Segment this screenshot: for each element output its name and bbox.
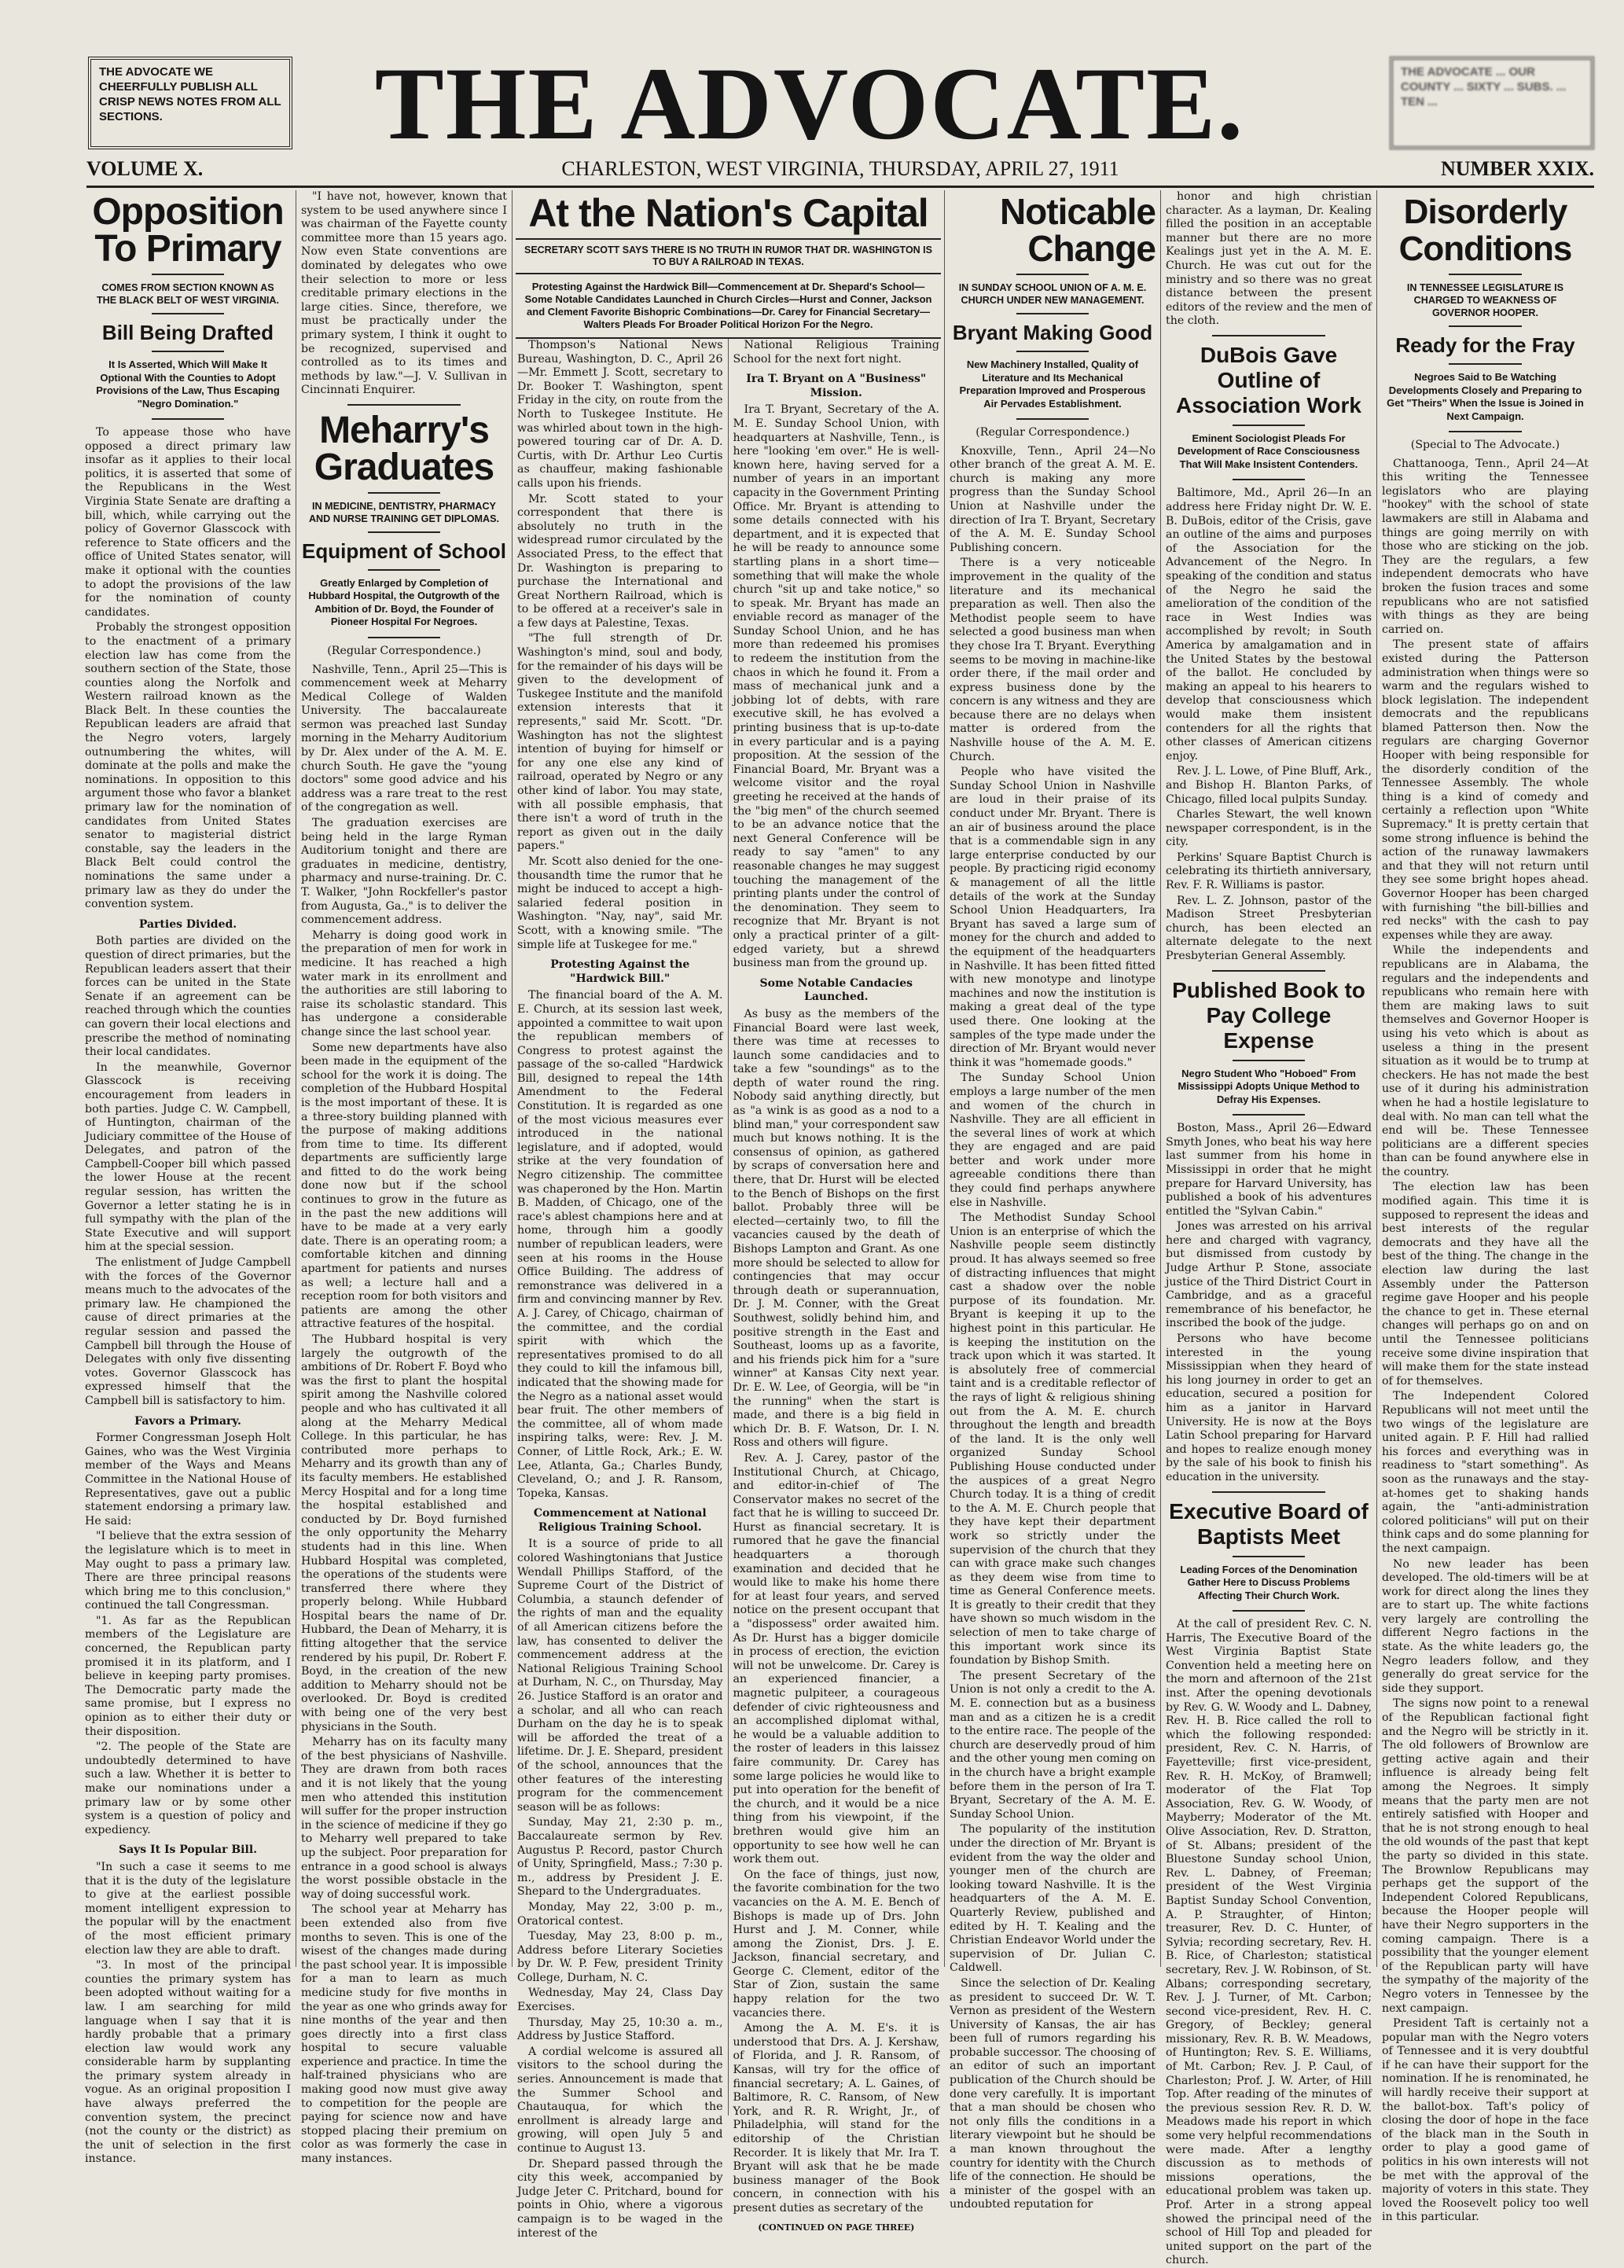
article-paragraph: The popularity of the institution under the direction of Mr. Bryant is evident from the way the older and younger men of the church are looking toward Nashville. It is the headquarters of the A. M. E. Quarterly Review, published and edited by H. T. Kealing and the Christian Endeavor World under the supervision of Dr. Julian C. Caldwell.	[950, 1823, 1156, 1975]
article-paragraph: Mr. Scott stated to your correspondent that there is absolutely no truth in the widespread rumor circulated by the Associated Press, to the effect that Dr. Washington is preparing to purchase the International and Great Northern Railroad, which is to be offered at a receiver's sale in a few days at Palestine, Texas.	[517, 492, 723, 630]
divider	[152, 313, 224, 314]
article-paragraph: The signs now point to a renewal of the Republican factional fight and the Negro will be strictly in it. The old followers of Brownlow are getting active again and their influence is already being felt among the Negroes. It simply means that the party men are not entirely satisfied with Hooper and that he is not strong enough to heal the old wounds of the past that kept the party so divided in this state. The Brownlow Republicans may perhaps get the support of the Independent Colored Republicans, because the Hooper people will have their Negro supporters in the coming campaign. There is a possibility that the younger element of the Republican party will have the sympathy of the majority of the Negro voters in Tennessee by the next campaign.	[1382, 1697, 1589, 2015]
article-paragraph: Jones was arrested on his arrival here and charged with vagrancy, but dismissed from custody by Judge Arthur P. Stone, associate justice of the Third District Court in Cambridge, and as a graceful remembrance of his benefactor, he inscribed the book of the judge.	[1166, 1220, 1372, 1330]
article-paragraph: At the call of president Rev. C. N. Harris, The Executive Board of the West Virginia Baptist State Convention held a meeting here on the morn and afternoon of the 21st inst. After the opening devotionals by Rev. G. W. Woody and L. Dabney, Rev. H. B. Rice called the roll to which the following responded: president, Rev. C. N. Harris, of Fayetteville; first vice-president, Rev. R. H. McKoy, of Bramwell; moderator of the Flat Top Association, Rev. G. W. Woody, of Mayberry; Moderator of the Mt. Olive Association, Rev. D. Stratton, of St. Albans; president of the Bluestone Sunday school Union, Rev. L. Dabney, of Freeman; president of the West Virginia Baptist Sunday School Convention, A. P. Straughter, of Hinton; treasurer, Rev. D. C. Hunter, of Sylvia; recording secretary, Rev. H. B. Rice, of Charleston; statistical secretary, Rev. J. W. Robinson, of St. Albans; corresponding secretary, Rev. J. J. Turner, of Mt. Carbon; second vice-president, Rev. H. C. Gregory, of Beckley; general missionary, Rev. R. B. W. Meadows, of Huntington; Rev. S. E. Williams, of Mt. Carbon; Rev. J. P. Caul, of Charleston; Prof. J. W. Arter, of Hill Top. After reading of the minutes of the previous session Rev. R. D. W. Meadows made his report in which some very helpful recommendations were made. After a lengthy discussion as to methods of missions operations, the educational problem was taken up. Prof. Arter in a strong appeal showed the principal need of the school of Hill Top and pleaded for united support on the part of the church.	[1166, 1618, 1372, 2267]
divider	[1016, 313, 1089, 314]
article-paragraph: The financial board of the A. M. E. Church, at its session last week, appointed a committee to wait upon the republican members of Congress to protest against the passage of the so-called "Hardwick Bill, designed to repeal the 14th Amendment to the Federal Constitution. It is regarded as one of the most vicious measures ever introduced in the national legislature, and if adopted, would strike at the very foundation of Negro citizenship. The committee was chaperoned by the Hon. Martin B. Madden, of Chicago, one of the race's ablest champions here and at home, through him a goodly number of republican leaders, were seen at his rooms in the House Office Building. The address of remonstrance was delivered in a firm and convincing manner by Rev. A. J. Carey, of Chicago, chairman of the committee, and the cordial spirit with which the representatives promised to do all they could to kill the infamous bill, indicated that the showing made for the Negro as a national asset would bear fruit. The other members of the committee, all of whom made inspiring talks, were: Rev. J. M. Conner, of Little Rock, Ark.; E. W. Lee, Atlanta, Ga.; Charles Bundy, Cleveland, O.; and J. R. Ransom, Topeka, Kansas.	[517, 989, 723, 1500]
secondary-headline: Bill Being Drafted	[101, 321, 274, 344]
issue-number: NUMBER XXIX.	[1441, 157, 1594, 180]
deck: New Machinery Installed, Quality of Literature and Its Mechanical Preparation Improved and Prosperous Air Pervades Establishment.	[959, 358, 1146, 410]
right-ear-box	[1390, 57, 1594, 149]
divider	[1233, 1114, 1305, 1116]
paragraph-heading: Commencement at National Religious Training School.	[533, 1507, 707, 1534]
volume-number: VOLUME X.	[86, 157, 204, 180]
article-paragraph: The present state of affairs existed during the Patterson administration when things were so warm and the regulars wished to block legislation. The independent democrats and the republicans blamed Patterson then. Now the regulars are charging Governor Hooper with being responsible for the disorderly condition of the Tennessee Assembly. The whole thing is a kind of comedy and certainly a reflection upon "White Supremacy." It is pretty certain that some strong influence is behind the action of the runaway lawmakers and that they will not return until they see some bright hopes ahead. Governor Hooper has been charged with furnishing "the bill-billies and red necks" with the cash to pay expenses while they are away.	[1382, 638, 1589, 942]
article-paragraph: Probably the strongest opposition to the enactment of a primary election law has come from the southern section of the State, those counties along the Norfolk and Western railroad known as the Black Belt. In these counties the Republican leaders are afraid that the Negro voters, largely outnumbering the whites, will dominate at the polls and make the nominations. In opposition to this argument those who favor a blanket primary law for the nomination of candidates from United States senator to magisterial district constable, say the leaders in the Black Belt could control the nominations the same under a primary law as they do under the convention system.	[85, 621, 291, 911]
divider	[368, 531, 440, 533]
headline-disorderly-conditions: Disorderly Conditions	[1398, 193, 1572, 268]
divider	[1233, 425, 1305, 426]
article-paragraph: Persons who have become interested in the young Mississippian when they heard of his long journey in order to get an education, secured a position for him as a janitor in Harvard University. He is now at the Boys Latin School preparing for Harvard and hopes to realize enough money by the sale of his book to finish his education in the university.	[1166, 1332, 1372, 1483]
headline-opposition-to-primary: Opposition To Primary	[92, 191, 284, 270]
headline-dubois: DuBois Gave Outline of Association Work	[1176, 342, 1361, 417]
article-paragraph: Monday, May 22, 3:00 p. m., Oratorical contest.	[517, 1900, 723, 1928]
subhead: COMES FROM SECTION KNOWN AS THE BLACK BELT OF WEST VIRGINIA.	[96, 282, 280, 306]
deck: It Is Asserted, Which Will Make It Optional With the Counties to Adopt Provisions of the Law, Thus Escaping "Negro Domination."	[96, 358, 280, 410]
article-paragraph: Thompson's National News Bureau, Washington, D. C., April 26—Mr. Emmett J. Scott, secretary to Dr. Booker T. Washington, spent Friday in the city, on route from the North to Tuskegee Institute. He was whirled about town in the high-powered touring car of Dr. A. D. Curtis, with Dr. Arthur Leo Curtis as chauffeur, making fashionable calls upon his friends.	[517, 339, 723, 490]
divider	[1449, 431, 1521, 432]
article-paragraph: Rev. J. L. Lowe, of Pine Bluff, Ark., and Bishop H. Blanton Parks, of Chicago, filled local pulpits Sunday.	[1166, 765, 1372, 806]
article-paragraph: On the face of things, just now, the favorite combination for the two vacancies on the A. M. E. Bench of Bishops is made up of Drs. John Hurst and J. M. Conner, while among the Zionist, Drs. J. E. Jackson, financial secretary, and George C. Clement, editor of the Star of Zion, sustain the same happy relation for the two vacancies there.	[733, 1868, 939, 2020]
banner-strip: SECRETARY SCOTT SAYS THERE IS NO TRUTH IN RUMOR THAT DR. WASHINGTON IS TO BUY A RAILROAD IN TEXAS.	[516, 238, 941, 274]
article-paragraph: "3. In most of the principal counties the primary system has been adopted without waiting for a law. I am searching for mild language when I say that it is hardly probable that a primary election law would work any considerable harm by supplanting the primary system already in vogue. As an original proposition I have always preferred the convention system, the precinct (not the county or the district) as the unit of selection in the first instance.	[85, 1959, 291, 2166]
article-paragraph: The graduation exercises are being held in the large Ryman Auditorium tonight and there are graduates in medicine, dentistry, pharmacy and nurse-training. Dr. C. T. Walker, "John Rockfeller's pastor from Augusta, Ga.," is to deliver the commencement address.	[301, 817, 507, 927]
article-paragraph: President Taft is certainly not a popular man with the Negro voters of Tennessee and it is very doubtful if he can have their support for the nomination. If he is renominated, he will hardly receive their support at the ballot-box. Taft's policy of closing the door of hope in the face of the black man in the South in order to play a good game of politics in his own interests will not be met with the approval of the majority of voters in this state. They loved the Roosevelt policy too well in this particular.	[1382, 2017, 1589, 2224]
article-paragraph: Perkins' Square Baptist Church is celebrating its thirtieth anniversary, Rev. F. R. Williams is pastor.	[1166, 851, 1372, 892]
divider	[1233, 1610, 1305, 1612]
article-paragraph: Chattanooga, Tenn., April 24—At this writing the Tennessee legislators who are playing "hookey" with the school of state lawmakers are still in Alabama and things are going merrily on with those who are sticking on the job. They are the regulars, a few independent democrats who have broken the fusion traces and some republicans who are not satisfied with things as they are being carried on.	[1382, 457, 1589, 636]
article-paragraph: In the meanwhile, Governor Glasscock is receiving encouragement from leaders in both parties. Judge C. W. Campbell, of Huntington, chairman of the Judiciary committee of the House of Delegates, and patron of the Campbell-Cooper bill which passed the lower House at the recent regular session, has written the Governor a letter stating he is in full sympathy with the plan of the State Executive and will support him at the special session.	[85, 1060, 291, 1254]
article-paragraph: The Sunday School Union employs a large number of the men and women of the church in Nashville. They are all efficient in the several lines of work at which they are engaged and are paid better and work under more agreeable conditions there than they could find perhaps anywhere else in Nashville.	[950, 1072, 1156, 1209]
article-paragraph: Boston, Mass., April 26—Edward Smyth Jones, who beat his way here last summer from his home in Mississippi in order that he might prepare for Harvard University, has published a book of his adventures entitled the "Sylvan Cabin."	[1166, 1122, 1372, 1218]
article-paragraph: The present Secretary of the Union is not only a credit to the A. M. E. connection but as a business man and as a citizen he is a credit to the entire race. The people of the church are deservedly proud of him and the other young men coming on in the church have a bright example before them in the person of Ira T. Bryant, Secretary of the A. M. E. Sunday School Union.	[950, 1669, 1156, 1821]
article-paragraph: "1. As far as the Republican members of the Legislature are concerned, the Republican party promised it in its platform, and I believe in keeping party promises. The Democratic party made the same promise, but I express no opinion as to either their duty or their disposition.	[85, 1614, 291, 1738]
divider	[1449, 274, 1521, 275]
article-paragraph: Some new departments have also been made in the equipment of the school for the work it is doing. The completion of the Hubbard Hospital is the most important of these. It is a three-story building planned with the purpose of making additions from time to time. Its different departments are sufficiently large and fitted to do the work being done now but if the school continues to grow in the future as in the past the new additions will have to be made at a very early date. There is an operating room; a comfortable kitchen and dinning apartment for patients and nurses as well; a lecture hall and a reception room for both visitors and patients are among the other attractive features of the hospital.	[301, 1041, 507, 1331]
divider	[347, 404, 461, 406]
article-paragraph: Dr. Shepard passed through the city this week, accompanied by Judge Jeter C. Pritchard, bound for points in Ohio, where a vigorous campaign is to be waged in the interest of the	[517, 2157, 723, 2240]
article-paragraph: honor and high christian character. As a layman, Dr. Kealing filled the position in an acceptable manner but there are no more Kealings just yet in the A. M. E. Church. He was cut out for the ministry and so there was no great distance between the present editors of the review and the men of the cloth.	[1166, 190, 1372, 328]
article-paragraph: Nashville, Tenn., April 25—This is commencement week at Meharry Medical College of Walden University. The baccalaureate sermon was preached last Sunday morning in the Meharry Auditorium by Dr. Alex under of the A. M. E. church South. He gave the "young doctors" some good advice and his address was a rare treat to the rest of the congregation as well.	[301, 663, 507, 814]
right-ear-text: THE ADVOCATE ... OUR COUNTY ... SIXTY ... SUBS. ... TEN ...	[1401, 65, 1567, 108]
article-paragraph: The enlistment of Judge Campbell with the forces of the Governor means much to the advocates of the primary law. He championed the cause of direct primaries at the regular session and passed the Campbell bill through the House of Delegates with only five dissenting votes. Governor Glasscock has expressed himself that the Campbell bill is satisfactory to him.	[85, 1256, 291, 1407]
article-paragraph: Sunday, May 21, 2:30 p. m., Baccalaureate sermon by Rev. Augustus P. Record, pastor Church of Unity, Springfield, Mass.; 7:30 p. m., address by President J. E. Shepard to the Undergraduates.	[517, 1816, 723, 1899]
column-1	[80, 190, 296, 2166]
paragraph-heading: Favors a Primary.	[134, 1414, 241, 1428]
paragraph-heading: Ira T. Bryant on A "Business" Mission.	[746, 373, 927, 399]
secondary-headline: Equipment of School	[302, 539, 506, 563]
divider	[1016, 418, 1089, 420]
headline-meharrys-graduates: Meharry's Graduates	[314, 409, 494, 488]
article-paragraph: Meharry has on its faculty many of the best physicians of Nashville. They are drawn from both races and it is not likely that the young men who attended this institution will suffer for the proper instruction in the science of medicine if they go to Meharry well prepared to take up the subject. Poor preparation for entrance in a good school is always the worst possible obstacle in the way of doing successful work.	[301, 1736, 507, 1901]
column-2	[296, 190, 513, 2166]
subhead: IN TENNESSEE LEGISLATURE IS CHARGED TO WEAKNESS OF GOVERNOR HOOPER.	[1406, 282, 1564, 318]
divider	[368, 569, 440, 571]
article-paragraph: The school year at Meharry has been extended also from five months to seven. This is one of the wisest of the changes made during the past school year. It is impossible for a man to learn as much medicine study for five months in the year as one who grinds away for nine months of the year and then goes directly into a first class hospital to secure valuable experience and practice. In time the half-trained physicians who are making good now must give away to competition for the people are paying for science now and have stopped placing their premium on color as was formerly the case in many instances.	[301, 1903, 507, 2166]
article-paragraph: There is a very noticeable improvement in the quality of the literature and its mechanical preparation as well. Then also the Methodist people seem to have selected a good business man when they chose Ira T. Bryant. Everything seems to be moving in machine-like order there, if the mail order and express business done by the concern is any witness and they are because there are no delays when matter is ordered from the Nashville house of the A. M. E. Church.	[950, 557, 1156, 763]
deck: Greatly Enlarged by Completion of Hubbard Hospital, the Outgrowth of the Ambition of Dr. Boyd, the Founder of Pioneer Hospital For Negroes.	[308, 576, 500, 628]
article-paragraph: Among the A. M. E's. it is understood that Drs. A. J. Kershaw, of Florida, and J. R. Ransom, of Kansas, will try for the office of financial secretary; A. L. Gaines, of Baltimore, R. C. Ransom, of New York, and R. R. Wright, Jr., of Philadelphia, will stand for the editorship of the Christian Recorder. It is likely that Mr. Ira T. Bryant will ask that he be made business manager of the Book concern, in connection with his present duties as secretary of the	[733, 2022, 939, 2215]
headline-executive-board: Executive Board of Baptists Meet	[1169, 1498, 1369, 1549]
divider	[1449, 363, 1521, 365]
column-7	[1377, 190, 1593, 2224]
masthead-title: THE ADVOCATE.	[374, 46, 1245, 161]
paragraph-heading: Protesting Against the "Hardwick Bill."	[550, 958, 690, 985]
article-paragraph: People who have visited the Sunday School Union in Nashville are loud in their praise of its conduct under Mr. Bryant. There is an air of business around the place that is a commendable sign in any large enterprise conducted by our people. By practicing rigid economy & management of all the little details of the work at the Sunday School Union Headquarters, Ira Bryant has saved a large sum of money for the church and added to the equipment of the headquarters in Nashville. It has been fitted fitted with new monotype and linotype machines and now the institution is making a great deal of the type used there. One looking at the samples of the type made under the direction of Mr. Bryant would never think it was "homemade goods."	[950, 766, 1156, 1069]
divider	[1016, 351, 1089, 352]
article-paragraph: Ira T. Bryant, Secretary of the A. M. E. Sunday School Union, with headquarters at Nashville, Tenn., is here "looking 'em over." He is well-known here, having served for a number of years in an important capacity in the Government Printing Office. Mr. Bryant is attending to some details connected with his department, and it is expected that he will be ready to announce some startling plans in a short time—something that will make the whole church "sit up and take notice," so to speak. Mr. Bryant has made an enviable record as manager of the Sunday School Union, and he has more than redeemed his promises to redeem the institution from the chaos in which he found it. From a mass of mechanical junk and a jobbing lot of debts, with rare executive skill, he has evolved a printing business that is up-to-date in every particular and is a paying proposition. At the session of the Financial Board, Mr. Bryant was a welcome visitor and the royal greeting he received at the hands of the "big men" of the church seemed to be an advance notice that the next General Conference will be ready to say "amen" to any reasonable changes he may suggest touching the management of the printing plants under the control of the denomination. They seem to recognize that Mr. Bryant is not only a practical printer of a gilt-edged variety, but a shrewd business man from the ground up.	[733, 403, 939, 970]
column-6	[1161, 190, 1377, 2267]
secondary-headline: Bryant Making Good	[952, 321, 1153, 344]
divider	[152, 351, 224, 352]
correspondence-note: (Regular Correspondence.)	[327, 644, 481, 657]
deck: Leading Forces of the Denomination Gather Here to Discuss Problems Affecting Their Church Work.	[1180, 1563, 1358, 1601]
left-ear-box	[88, 57, 292, 149]
article-paragraph: Baltimore, Md., April 26—In an address here Friday night Dr. W. E. B. DuBois, editor of the Crisis, gave an outline of the aims and purposes of the Association for the Advancement of the Negro. In speaking of the condition and status of the Negro he said the amelioration of the condition of the race in West Indies was accomplished by revolt; in South America by amalgamation and in the United States by the bestowal of the ballot. He concluded by making an appeal to his hearers to develop that consciousness which would make them insistent contenders for all the rights that other classes of American citizens enjoy.	[1166, 487, 1372, 763]
column-5	[945, 190, 1161, 2211]
article-paragraph: The Independent Colored Republicans will not meet until the two wings of the legislature are united again. P. F. Hill had rallied his forces and everything was in readiness to "start something". As soon as the runaways and the stay-at-homes get to shaking hands again, the "anti-administration colored politicians" will put on their think caps and do some planning for the next campaign.	[1382, 1390, 1589, 1555]
secondary-headline: Ready for the Fray	[1395, 333, 1575, 357]
columns	[80, 190, 1594, 2267]
article-paragraph: It is a source of pride to all colored Washingtonians that Justice Wendall Phillips Stafford, of the Supreme Court of the District of Columbia, a staunch defender of the rights of man and the equality of all American citizens before the law, has consented to deliver the commencement address at the National Religious Training School at Durham, N. C., on Thursday, May 26. Justice Stafford is an orator and a scholar, and all who can reach Durham on the day he is to speak will be afforded the treat of a lifetime. Dr. J. E. Shepard, president of the school, announces that the other features of the interesting program for the commencement season will be as follows:	[517, 1538, 723, 1814]
divider	[1233, 479, 1305, 480]
dateline-bar	[86, 154, 1594, 188]
column-3-4-group	[513, 190, 945, 2240]
article-paragraph: Rev. L. Z. Johnson, pastor of the Madison Street Presbyterian church, has been elected an alternate delegate to the next Presbyterian General Assembly.	[1166, 894, 1372, 963]
column-3-4-body	[513, 339, 944, 2240]
article-paragraph: Knoxville, Tenn., April 24—No other branch of the great A. M. E. church is making any more progress than the Sunday School Union at Nashville under the direction of Ira T. Bryant, Secretary of the A. M. E. Sunday School Publishing concern.	[950, 444, 1156, 554]
paragraph-heading: Some Notable Candacies Launched.	[759, 976, 913, 1004]
divider	[1449, 325, 1521, 327]
headline-nations-capital: At the Nation's Capital	[528, 191, 928, 235]
article-paragraph: As busy as the members of the Financial Board were last week, there was time at recesses to launch some candidacies and to take a few "soundings" as to the depth of water round the ring. Nobody said anything directly, but as "a wink is as good as a nod to a blind man," your correspondent saw much but knows nothing. It is the consensus of opinion, as gathered by scraps of conversation here and there, that Dr. Hurst will be elected to the Bench of Bishops on the first ballot. Probably three will be elected—certainly two, to fill the vacancies caused by the death of Bishops Lampton and Grant. As one more should be selected to allow for contingencies that may occur through death or superannuation, Dr. J. M. Conner, with the Great Southwest, solidly behind him, and positive strength in the East and Southeast, looms up as a favorite, and his friends pick him for a "sure winner" at Kansas City next year. Dr. E. W. Lee, of Georgia, will be "in the running" when the start is made, and there is a big field in which Dr. B. F. Watson, Dr. I. N. Ross and others will figure.	[733, 1007, 939, 1450]
divider	[1212, 1491, 1325, 1493]
article-paragraph: Charles Stewart, the well known newspaper correspondent, is in the city.	[1166, 808, 1372, 849]
article-paragraph: Thursday, May 25, 10:30 a. m., Address by Justice Stafford.	[517, 2016, 723, 2043]
nations-capital-banner	[513, 191, 944, 339]
banner-deck: Protesting Against the Hardwick Bill—Commencement at Dr. Shepard's School—Some Notable Candidates Launched in Church Circles—Hurst and Conner, Jackson and Clement Favorite Bishopric Combinations—Dr. Carey for Financial Secretary—Walters Pleads For Broader Political Horizon For the Negro.	[516, 274, 941, 339]
article-paragraph: Former Congressman Joseph Holt Gaines, who was the West Virginia member of the Ways and Means Committee in the National House of Representatives, gave out a public statement endorsing a primary law. He said:	[85, 1432, 291, 1527]
article-paragraph: While the independents and republicans are in Alabama, the regulars and the independents and republicans who remain here with them are making laws to suit themselves and Governor Hooper is using his veto which is about as useless a thing in the present situation as it would be to trump at checkers. He has not made the best use of it during his administration when he had a hostile legislature to deal with. No man can tell what the end will be. These Tennessee politicians are a different species than can be found anywhere else in the country.	[1382, 944, 1589, 1178]
article-paragraph: The Methodist Sunday School Union is an enterprise of which the Nashville people seem distinctly proud. It has always seemed so free of distracting influences that might cast a shadow over the noble purpose of its foundation. Mr. Bryant is keeping it up to the highest point in this particular. He is keeping the institution on the track upon which it was started. It is absolutely free of commercial taint and is a creditable reflector of the rays of light & religious shining out from the A. M. E. church throughout the length and breadth of the land. It is the only well organized Sunday School Publishing House conducted under the auspices of a great Negro Church today. It is a thing of credit to the A. M. E. Church people that they have kept their department work so strictly under the supervision of the church that they can with grace make such changes as they deem wise from time to time as General Conference meets. It is greatly to their credit that they have shown so much wisdom in the selection of men to take charge of this important work since its foundation by Bishop Smith.	[950, 1211, 1156, 1667]
article-paragraph: "In such a case it seems to me that it is the duty of the legislature to give at the earliest possible moment intelligent expression to the popular will by the enactment of the most efficient primary election law they are able to draft.	[85, 1860, 291, 1957]
article-paragraph: "2. The people of the State are undoubtedly determined to have such a law. Whether it is better to make our nominations under a primary law or by some other system is a question of policy and expediency.	[85, 1741, 291, 1836]
article-paragraph: Since the selection of Dr. Kealing as president to succeed Dr. W. T. Vernon as president of the Western University of Kansas, the air has been full of rumors regarding his probable successor. The choosing of an editor of such an important publication of the Church should be done very carefully. It is important that a man should be chosen who not only fills the conditions in a literary viewpoint but he should be a man known throughout the country for identity with the Church life of the connection. He should be a minister of the gospel with an undoubted reputation for	[950, 1976, 1156, 2211]
divider	[1016, 274, 1089, 275]
divider	[1212, 335, 1325, 336]
article-paragraph: Wednesday, May 24, Class Day Exercises.	[517, 1987, 723, 2014]
headline-published-book: Published Book to Pay College Expense	[1172, 977, 1365, 1053]
article-paragraph: The election law has been modified again. This time it is supposed to represent the ideas and best interests of the regular democrats and they have all the best of the thing. The change in the election law during the last Assembly under the Patterson regime gave Hooper and his people the chance to get in. These eternal changes will perhaps go on and on until the Tennessee politicians receive some divine inspiration that will make them for the state instead of for themselves.	[1382, 1181, 1589, 1388]
divider	[152, 274, 224, 275]
article-paragraph: "I have not, however, known that system to be used anywhere since I was chairman of the Fayette county committee more than 15 years ago. Now even State conventions are dominated by delegates who owe their selection to more or less creditable primary elections in the large cities. Since, therefore, we must be practically under the primary system, I think it ought to be recognized, supervised and controlled as to its times and methods by law."—J. V. Sullivan in Cincinnati Enquirer.	[301, 190, 507, 397]
article-paragraph: "I believe that the extra session of the legislature which is to meet in May ought to pass a primary law. There are three principal reasons which bring me to this conclusion," continued the tall Congressman.	[85, 1530, 291, 1612]
article-paragraph: Tuesday, May 23, 8:00 p. m., Address before Literary Societies by Dr. W. P. Few, president Trinity College, Durham, N. C.	[517, 1930, 723, 1984]
column-3	[513, 339, 729, 2240]
divider	[368, 492, 440, 494]
column-4	[729, 339, 945, 2233]
divider	[1233, 1556, 1305, 1557]
article-paragraph: Rev. A. J. Carey, pastor of the Institutional Church, at Chicago, and editor-in-chief of The Conservator makes no secret of the fact that he is willing to succeed Dr. Hurst as financial secretary. It is rumored that he gave the financial headquarters a thorough examination and decided that he would like to make his home there for at least four years, and served notice on the present occupant that a "dispossess" order awaited him. As Dr. Hurst has a bigger domicile in process of erection, the eviction will not be unwelcome. Dr. Carey is an experienced financier, a magnetic pulpiteer, a courageous defender of civic righteousness and an accomplished diplomat withal, he would be a valuable addition to the roster of leaders in this laissez faire community. Dr. Carey has some large policies he would like to put into operation for the benefit of the church, and it would be a nice thing from his viewpoint, if the brethren would give him an opportunity to see how well he can work them out.	[733, 1451, 939, 1866]
divider	[1212, 970, 1325, 972]
article-paragraph: Meharry is doing good work in the preparation of men for work in medicine. It has reached a high water mark in its enrollment and the authorities are still laboring to raise its scholastic standard. This has undergone a considerable change since the last school year.	[301, 928, 507, 1038]
paragraph-heading: Parties Divided.	[138, 917, 237, 931]
divider	[368, 637, 440, 638]
article-paragraph: Mr. Scott also denied for the one-thousandth time the rumor that he might be induced to accept a high-salaried federal position in Washington. "Nay, nay", said Mr. Scott, with a knowing smile. "The simple life at Tuskegee for me."	[517, 855, 723, 951]
subhead: IN MEDICINE, DENTISTRY, PHARMACY AND NURSE TRAINING GET DIPLOMAS.	[308, 500, 500, 524]
correspondence-note: (Regular Correspondence.)	[976, 426, 1130, 439]
paragraph-heading: Says It Is Popular Bill.	[118, 1843, 258, 1857]
headline-noticable-change: Noticable Change	[999, 191, 1156, 269]
article-paragraph: Both parties are divided on the question of direct primaries, but the Republican leaders assert that their forces can be united in the State Senate if an agreement can be reached through which the counties can govern their local elections and prescribe the method of nominating their local candidates.	[85, 935, 291, 1059]
dateline-text: CHARLESTON, WEST VIRGINIA, THURSDAY, APRIL 27, 1911	[561, 157, 1119, 180]
continued-note: (CONTINUED ON PAGE THREE)	[758, 2222, 915, 2233]
article-paragraph: A cordial welcome is assured all visitors to the school during the series. Announcement is made that the Summer School and Chautauqua, for which the enrollment is already large and growing, will open July 5 and continue to August 13.	[517, 2045, 723, 2155]
deck: Negro Student Who "Hoboed" From Mississippi Adopts Unique Method to Defray His Expenses.	[1178, 1067, 1360, 1105]
article-paragraph: "The full strength of Dr. Washington's mind, soul and body, for the remainder of his days will be given to the development of Tuskegee Institute and the manifold extension interests that it represents," said Mr. Scott. "Dr. Washington has not the slightest intention of buying for himself or for any one else any kind of railroad, operated by Negro or any other kind of labor. You may state, with all possible emphasis, that there isn't a word of truth in the report as given out in the daily papers."	[517, 632, 723, 853]
left-ear-text: THE ADVOCATE WE CHEERFULLY PUBLISH ALL CRISP NEWS NOTES FROM ALL SECTIONS.	[99, 65, 281, 123]
correspondence-note: (Special to The Advocate.)	[1410, 439, 1560, 451]
subhead: IN SUNDAY SCHOOL UNION OF A. M. E. CHURCH UNDER NEW MANAGEMENT.	[958, 282, 1147, 306]
divider	[152, 418, 224, 420]
deck: Negroes Said to Be Watching Developments Closely and Preparing to Get "Theirs" When the Issue is Joined in Next Campaign.	[1387, 371, 1584, 422]
article-paragraph: To appease those who have opposed a direct primary law insofar as it applies to their local politics, it is asserted that some of the Republicans in the West Virginia State Senate are drafting a bill, which, while carrying out the policy of Governor Glasscock with reference to State officers and the office of United States senator, will make it optional with the counties to adopt the provisions of the law for the nomination of county candidates.	[85, 426, 291, 619]
article-paragraph: No new leader has been developed. The old-timers will be at work for direct along the lines they are to start up. The white factions very largely are controlling the different Negro factions in the state. As the white leaders go, the Negro leaders follow, and they generally do great service for the side they support.	[1382, 1557, 1589, 1695]
deck: Eminent Sociologist Pleads For Development of Race Consciousness That Will Make Insistent Contenders.	[1178, 432, 1360, 470]
divider	[1233, 1060, 1305, 1061]
article-paragraph: The Hubbard hospital is very largely the outgrowth of the ambitions of Dr. Robert F. Boyd who was the first to plant the hospital spirit among the Nashville colored people and who has cultivated it all along at the Meharry Medical College. In this particular, he has contributed more perhaps to Meharry and its growth than any of its faculty members. He established Mercy Hospital and for a long time the hospital established and conducted by Dr. Boyd furnished the only opportunity the Meharry students had in this line. When Hubbard Hospital was completed, the operations of the students were transferred there where they properly belong. While Hubbard Hospital bears the name of Dr. Hubbard, the Dean of Meharry, it is fitting altogether that the service rendered by his pupil, Dr. Robert F. Boyd, in the creation of the new addition to Meharry should not be overlooked. Dr. Boyd is credited with being one of the very best physicians in the South.	[301, 1333, 507, 1733]
article-paragraph: National Religious Training School for the next fort night.	[733, 339, 939, 366]
